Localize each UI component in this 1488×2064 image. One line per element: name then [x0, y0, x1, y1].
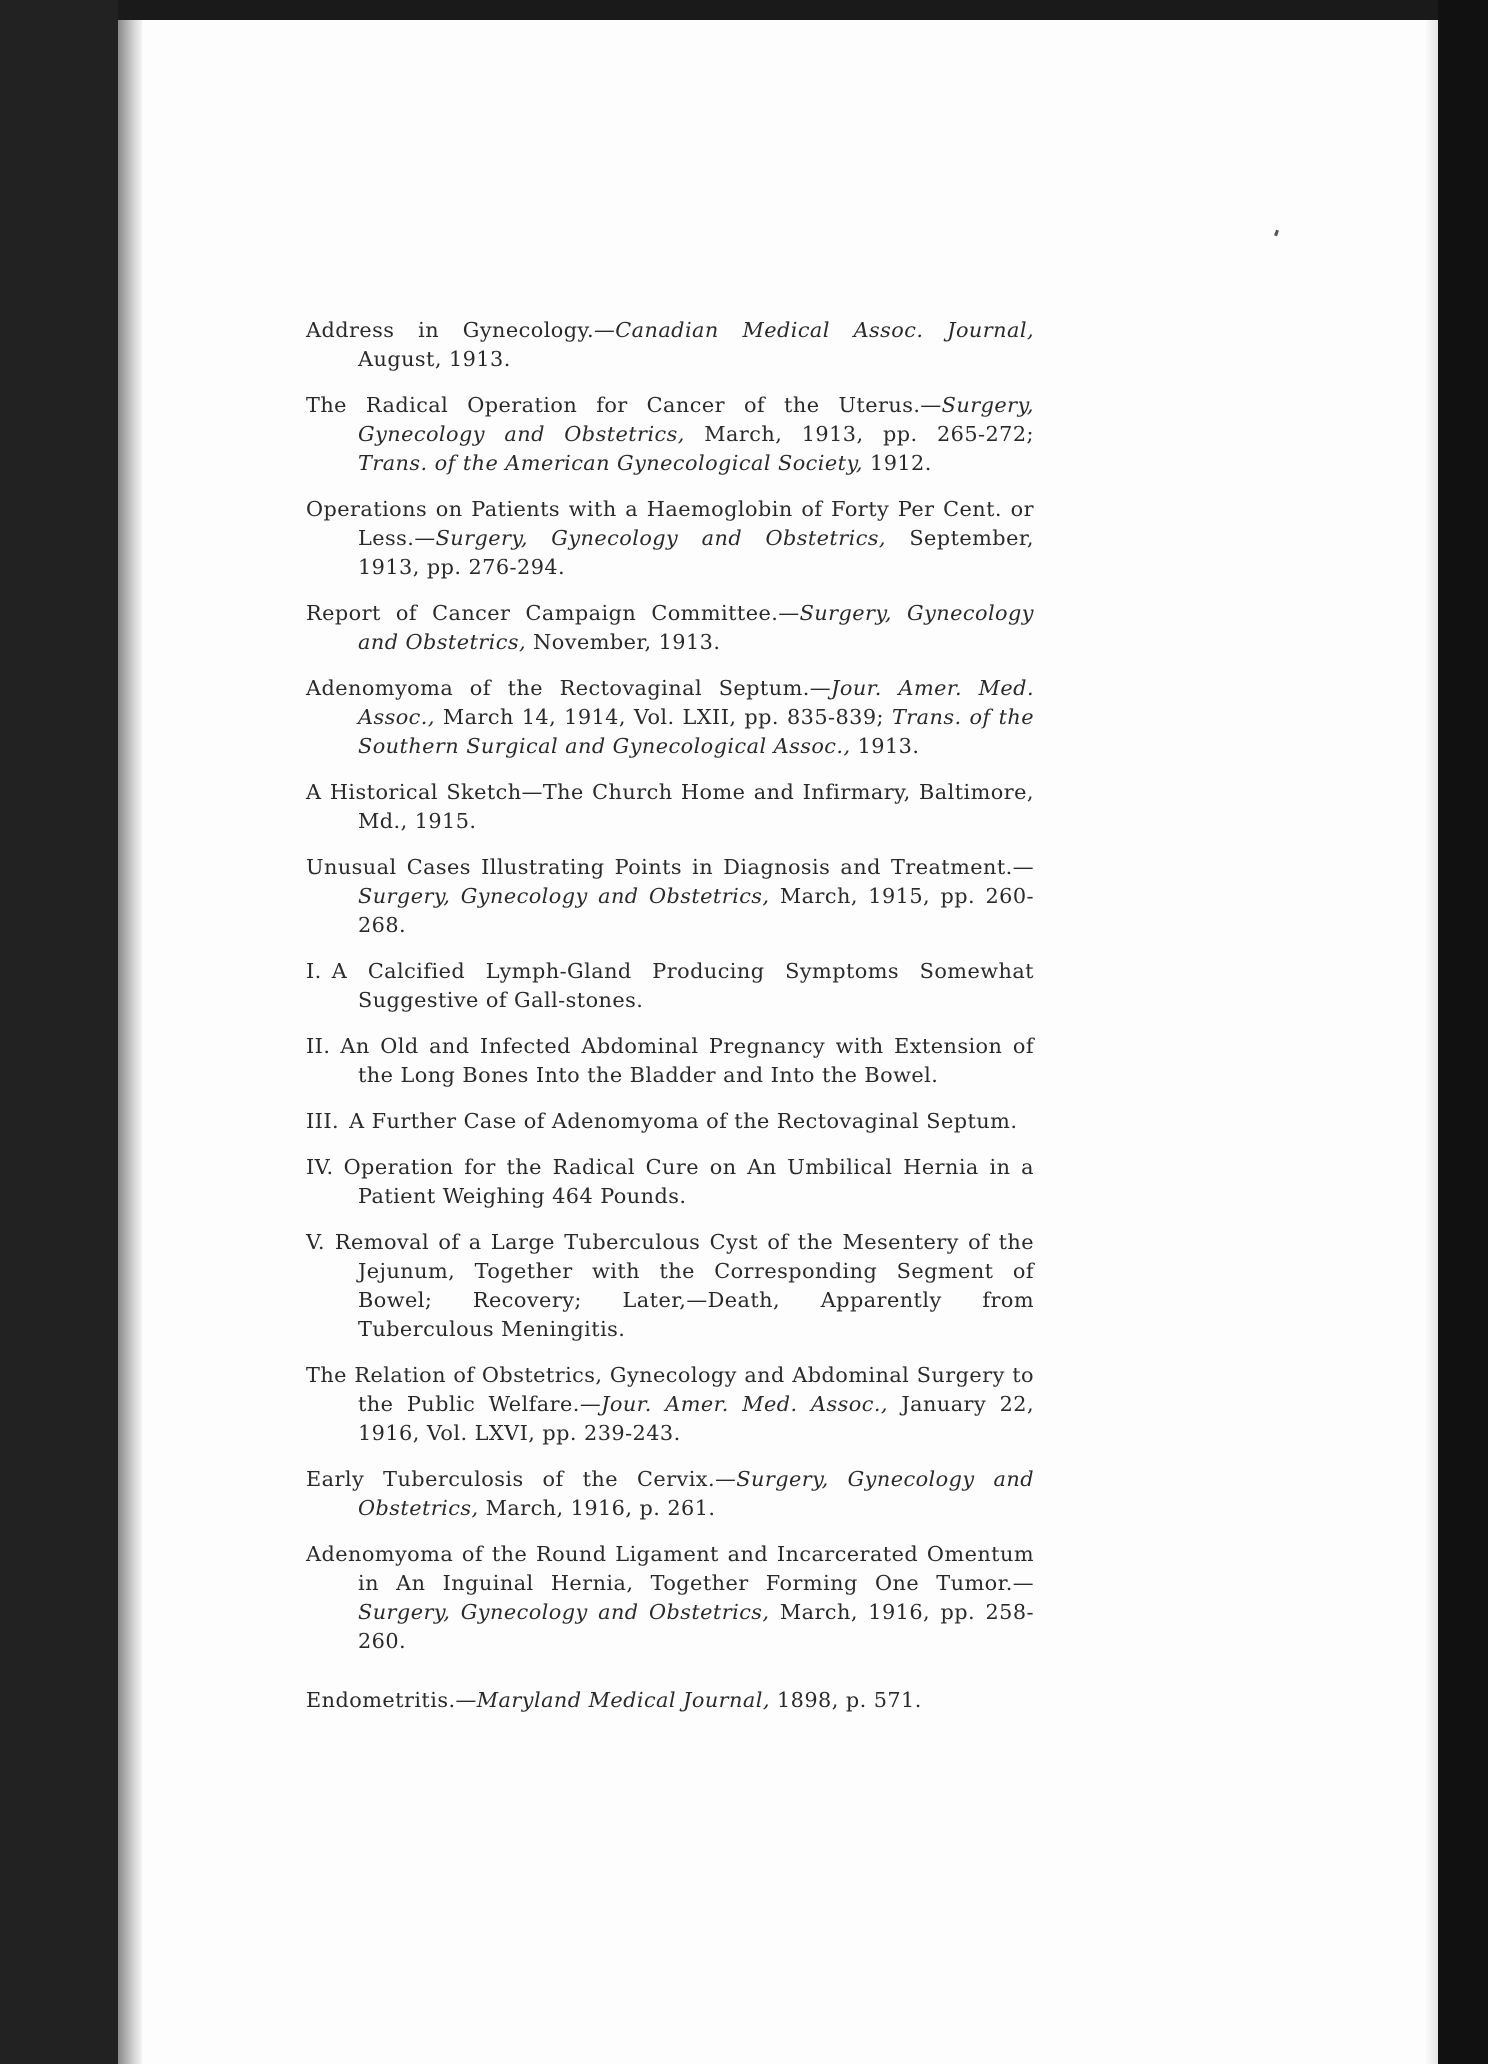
entry-details: March, 1915, pp. 260-268. — [358, 884, 1034, 937]
entry-source: Surgery, Gynecology and Obstetrics, — [358, 884, 770, 908]
entry-title: Endometritis.— — [306, 1688, 477, 1712]
case-text: Removal of a Large Tuberculous Cyst of the Mesentery of the Jejunum, Together with the Corresponding Segment of Bowel; Recovery; Later,—Death, Apparently from Tuberculous Meningitis. — [334, 1230, 1034, 1341]
case-number: V. — [306, 1230, 325, 1254]
entry-details: 1913. — [850, 734, 920, 758]
entry-source: Surgery, Gynecology and Obstetrics, — [358, 393, 1034, 446]
entry-title: The Relation of Obstetrics, Gynecology and Abdominal Surgery to the Public Welfare.— — [306, 1363, 1034, 1416]
case-entry — [306, 1228, 1034, 1344]
entry-title: A Historical Sketch—The Church Home and Infirmary, Baltimore, Md., 1915. — [306, 780, 1034, 833]
entry-title: Early Tuberculosis of the Cervix.— — [306, 1467, 737, 1491]
case-entry — [306, 1107, 1034, 1136]
page-binding-shadow — [118, 20, 142, 2064]
entry-source: Canadian Medical Assoc. Journal, — [615, 318, 1034, 342]
entry-title: Operations on Patients with a Haemoglobin of Forty Per Cent. or Less.— — [306, 497, 1034, 550]
bib-entry — [306, 1686, 1034, 1715]
case-entry — [306, 1032, 1034, 1090]
entry-source: Jour. Amer. Med. Assoc., — [601, 1392, 888, 1416]
entry-title: Unusual Cases Illustrating Points in Diagnosis and Treatment.— — [306, 855, 1034, 879]
entry-details: August, 1913. — [358, 347, 511, 371]
case-entry — [306, 957, 1034, 1015]
entry-source: Maryland Medical Journal, — [476, 1688, 770, 1712]
entry-details: March, 1916, pp. 258-260. — [358, 1600, 1034, 1653]
case-entry — [306, 1153, 1034, 1211]
entry-details: September, 1913, pp. 276-294. — [358, 526, 1034, 579]
bib-entry — [306, 853, 1034, 940]
bibliography-list — [306, 316, 1034, 1732]
entry-details: 1898, p. 571. — [769, 1688, 922, 1712]
bib-entry — [306, 1361, 1034, 1448]
entry-source: Surgery, Gynecology and Obstetrics, — [358, 1600, 770, 1624]
case-text: Operation for the Radical Cure on An Umbilical Hernia in a Patient Weighing 464 Pounds. — [343, 1155, 1034, 1208]
entry-source: Trans. of the Southern Surgical and Gynecological Assoc., — [358, 705, 1034, 758]
case-number: II. — [306, 1034, 331, 1058]
bib-entry — [306, 316, 1034, 374]
entry-title: Report of Cancer Campaign Committee.— — [306, 601, 800, 625]
bib-entry — [306, 674, 1034, 761]
case-text: An Old and Infected Abdominal Pregnancy with Extension of the Long Bones Into the Bladder and Into the Bowel. — [340, 1034, 1034, 1087]
entry-details: 1912. — [862, 451, 932, 475]
entry-title: Address in Gynecology.— — [306, 318, 616, 342]
entry-source: Surgery, Gynecology and Obstetrics, — [435, 526, 886, 550]
bib-entry — [306, 778, 1034, 836]
entry-source: Trans. of the American Gynecological Society, — [358, 451, 863, 475]
entry-details: January 22, 1916, Vol. LXVI, pp. 239-243. — [358, 1392, 1035, 1445]
entry-title: Adenomyoma of the Round Ligament and Incarcerated Omentum in An Inguinal Hernia, Together Forming One Tumor.— — [306, 1542, 1034, 1595]
scan-top-border — [0, 0, 1488, 20]
bib-entry — [306, 1465, 1034, 1523]
entry-details: March 14, 1914, Vol. LXII, pp. 835-839; — [434, 705, 884, 729]
scan-speck — [1274, 230, 1279, 237]
entry-details: March, 1913, pp. 265-272; — [684, 422, 1034, 446]
page-right-shadow — [1424, 20, 1438, 2064]
entry-source: Jour. Amer. Med. Assoc., — [358, 676, 1035, 729]
entry-source: Surgery, Gynecology and Obstetrics, — [358, 601, 1034, 654]
bib-entry — [306, 1540, 1034, 1656]
case-number: I. — [306, 959, 322, 983]
case-number: IV. — [306, 1155, 334, 1179]
entry-title: Adenomyoma of the Rectovaginal Septum.— — [306, 676, 832, 700]
case-number: III. — [306, 1109, 340, 1133]
bib-entry — [306, 495, 1034, 582]
scan-right-border — [1438, 0, 1488, 2064]
case-text: A Further Case of Adenomyoma of the Rectovaginal Septum. — [349, 1109, 1018, 1133]
entry-title: The Radical Operation for Cancer of the Uterus.— — [306, 393, 942, 417]
case-text: A Calcified Lymph-Gland Producing Symptoms Somewhat Suggestive of Gall-stones. — [331, 959, 1034, 1012]
bib-entry — [306, 599, 1034, 657]
bib-entry — [306, 391, 1034, 478]
scan-left-border — [0, 0, 118, 2064]
entry-details: November, 1913. — [526, 630, 721, 654]
entry-source: Surgery, Gynecology and Obstetrics, — [358, 1467, 1034, 1520]
entry-details: March, 1916, p. 261. — [478, 1496, 716, 1520]
